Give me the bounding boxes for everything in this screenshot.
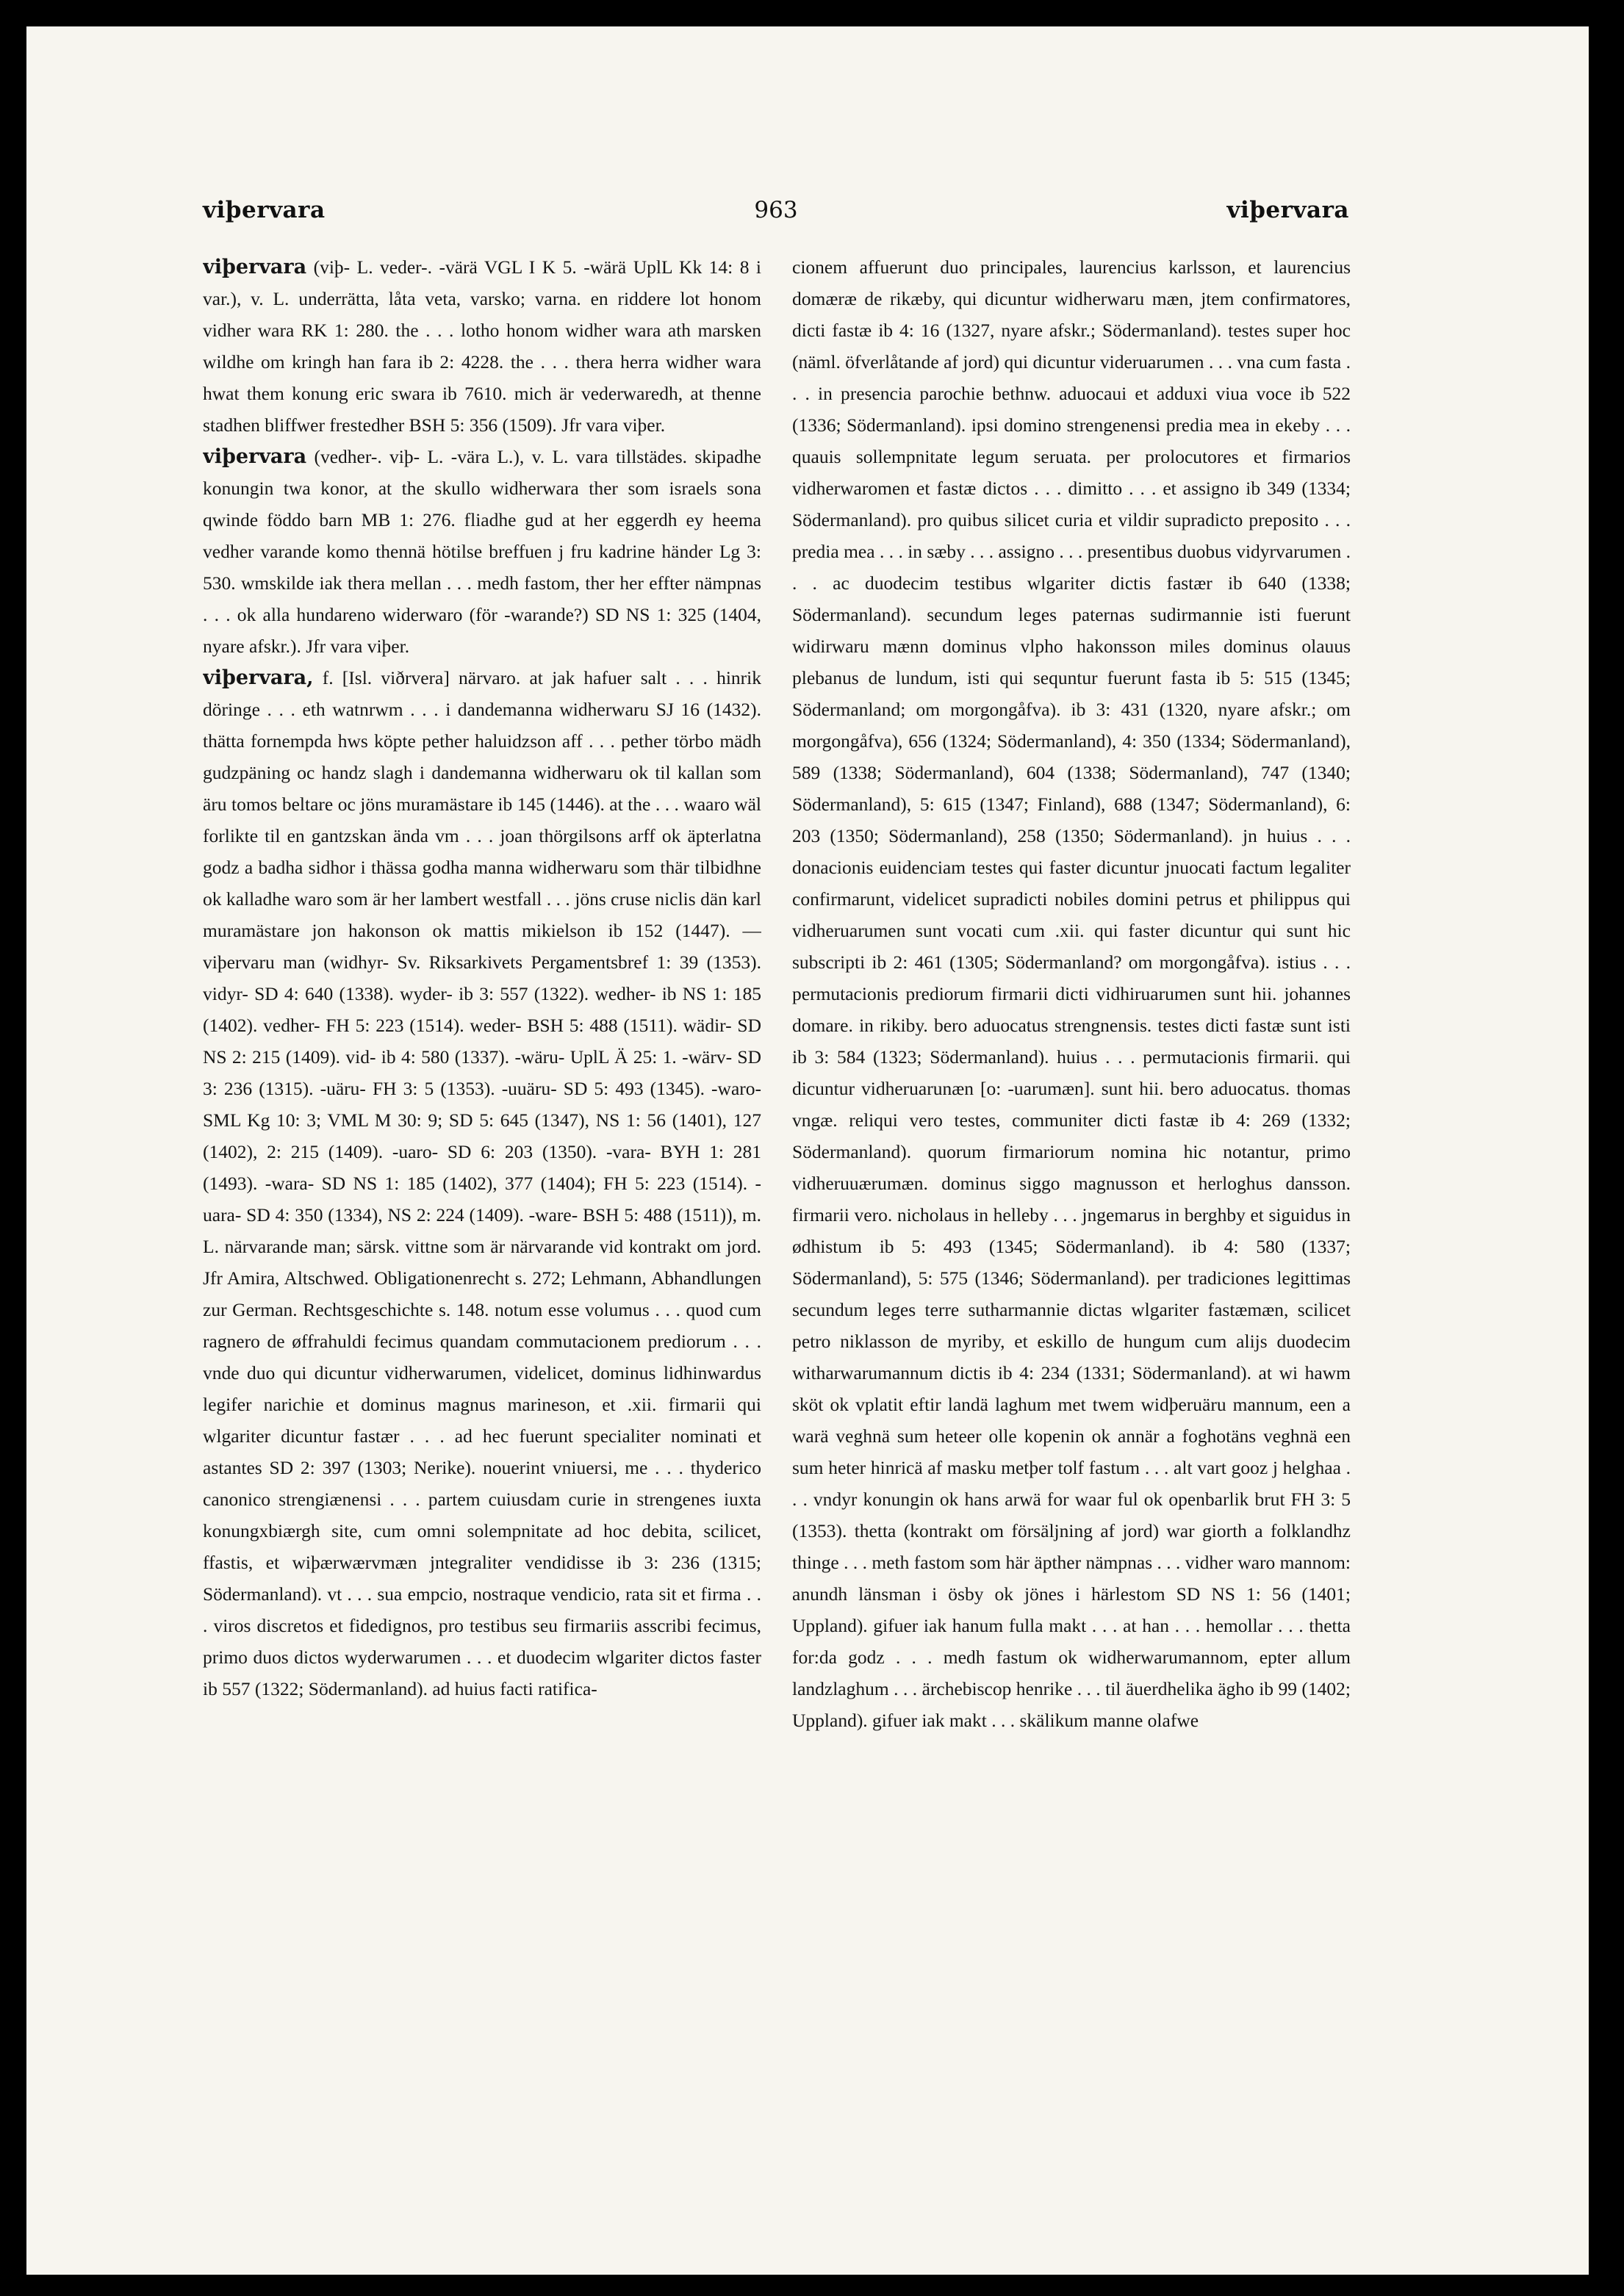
page-header xyxy=(203,197,1349,234)
header-guide-word-left: viþervara xyxy=(203,197,326,223)
entry-text: (vedher-. viþ- L. -vära L.), v. L. vara tillstädes. skipadhe konungin twa konor, at the skullo widherwara ther som israels sona qwinde föddo barn MB 1: 276. fliadhe gud at her eggerdh ey heema vedher varande komo thennä hötilse breffuen j fru kadrine händer Lg 3: 530. wmskilde iak thera mellan . . . medh fastom, ther her effter nämpnas . . . ok alla hundareno widerwaro (för -warande?) SD NS 1: 325 (1404, nyare afskr.). Jfr vara viþer. xyxy=(203,446,761,657)
dictionary-entry xyxy=(203,441,761,662)
left-column xyxy=(203,251,761,2103)
dictionary-entry xyxy=(203,662,761,1705)
dictionary-page xyxy=(26,26,1589,2275)
entry-headword: viþervara, xyxy=(203,666,314,689)
entry-headword: viþervara xyxy=(203,256,307,278)
entry-continuation: cionem affuerunt duo principales, laurencius karlsson, et laurencius domæræ de rikæby, qui dicuntur widherwaru mæn, jtem confirmatores, dicti fastæ ib 4: 16 (1327, nyare afskr.; Södermanland). testes super hoc (näml. öfverlåtande af jord) qui dicuntur videruarumen . . . vna cum fasta . . . in presencia parochie bethnw. aduocaui et adduxi viua voce ib 522 (1336; Södermanland). ipsi domino strengenensi predia mea in ekeby . . . quauis sollempnitate legum seruata. per prolocutores et firmarios vidherwaromen et fastæ dictos . . . dimitto . . . et assigno ib 349 (1334; Södermanland). pro quibus silicet curia et vildir supradicto preposito . . . predia mea . . . in sæby . . . assigno . . . presentibus duobus vidyrvarumen . . . ac duodecim testibus wlgariter dictis fastær ib 640 (1338; Södermanland). secundum leges paternas sudirmannie isti fuerunt widirwaru mænn dominus vlpho hakonsson miles dominus olauus plebanus de lundum, isti qui sequntur fuerunt fasta ib 5: 515 (1345; Södermanland; om morgongåfva). ib 3: 431 (1320, nyare afskr.; om morgongåfva), 656 (1324; Södermanland), 4: 350 (1334; Södermanland), 589 (1338; Södermanland), 604 (1338; Södermanland), 747 (1340; Södermanland), 5: 615 (1347; Finland), 688 (1347; Södermanland), 6: 203 (1350; Södermanland), 258 (1350; Södermanland). jn huius . . . donacionis euidenciam testes qui faster dicuntur jnuocati factum legaliter confirmarunt, videlicet supradicti nobiles domini petrus et philippus qui vidheruarumen sunt vocati cum .xii. qui faster dicuntur qui sunt hic subscripti ib 2: 461 (1305; Södermanland? om morgongåfva). istius . . . permutacionis prediorum firmarii dicti vidhiruarumen sunt hii. johannes domare. in rikiby. bero aduocatus strengnensis. testes dicti fastæ sunt isti ib 3: 584 (1323; Södermanland). huius . . . permutacionis firmarii. qui dicuntur vidheruarunæn [o: -uarumæn]. sunt hii. bero aduocatus. thomas vngæ. reliqui vero testes, communiter dicti fastæ ib 4: 269 (1332; Södermanland). quorum firmariorum nomina hic notantur, primo vidheruuærumæn. dominus siggo magnusson et herloghus dansson. firmarii vero. nicholaus in helleby . . . jngemarus in berghby et siguidus in ødhistum ib 5: 493 (1345; Södermanland). ib 4: 580 (1337; Södermanland), 5: 575 (1346; Södermanland). per tradiciones legittimas secundum leges terre sutharmannie dictas wlgariter fastæmæn, scilicet petro niklasson de myriby, et eskillo de hungum cum alijs duodecim witharwarumannum dictis ib 4: 234 (1331; Södermanland). at wi hawm sköt ok vplatit eftir landä laghum met twem widþeruäru mannum, een a warä veghnä sum heteer olle kopenin ok annär a foghotäns veghnä een sum heter hinricä af masku metþer tolf fastum . . . alt vart gooz j helghaa . . . vndyr konungin ok hans arwä for waar ful ok openbarlik brut FH 3: 5 (1353). thetta (kontrakt om försäljning af jord) war giorth a folklandhz thinge . . . meth fastom som här äpther nämpnas . . . vidher waro mannom: anundh länsman i ösby ok jönes i härlestom SD NS 1: 56 (1401; Uppland). gifuer iak hanum fulla makt . . . at han . . . hemollar . . . thetta for:da godz . . . medh fastum ok widherwarumannom, epter allum landzlaghum . . . ärchebiscop henrike . . . til äuerdhelika ägho ib 99 (1402; Uppland). gifuer iak makt . . . skälikum manne olafwe xyxy=(792,256,1351,1731)
header-guide-word-right: viþervara xyxy=(1226,197,1349,223)
entry-text: (viþ- L. veder-. -värä VGL I K 5. -wärä UplL Kk 14: 8 i var.), v. L. underrätta, låta veta, varsko; varna. en riddere lot honom vidher wara RK 1: 280. the . . . lotho honom widher wara ath marsken wildhe om kringh han fara ib 2: 4228. the . . . thera herra widher wara hwat them konung eric swara ib 7610. mich är vederwaredh, at thenne stadhen bliffwer frestedher BSH 5: 356 (1509). Jfr vara viþer. xyxy=(203,256,761,436)
right-column xyxy=(792,251,1351,2103)
dictionary-entry xyxy=(203,251,761,441)
entry-headword: viþervara xyxy=(203,445,307,468)
entry-text: f. [Isl. viðrvera] närvaro. at jak hafuer salt . . . hinrik döringe . . . eth watnrwm . . . i dandemanna widherwaru SJ 16 (1432). thätta fornempda hws köpte pether haluidzson aff . . . pether törbo mädh gudzpäning oc handz slagh i dandemanna widherwaru ok til kallan som äru tomos beltare oc jöns muramästare ib 145 (1446). at the . . . waaro wäl forlikte til en gantzskan ända vm . . . joan thörgilsons arff ok äpterlatna godz a badha sidhor i thässa godha manna widherwaru som thär tilbidhne ok kalladhe waro som är her lambert westfall . . . jöns cruse niclis dän karl muramästare jon hakonson ok mattis mikielson ib 152 (1447). — viþervaru man (widhyr- Sv. Riksarkivets Pergamentsbref 1: 39 (1353). vidyr- SD 4: 640 (1338). wyder- ib 3: 557 (1322). wedher- ib NS 1: 185 (1402). vedher- FH 5: 223 (1514). weder- BSH 5: 488 (1511). wädir- SD NS 2: 215 (1409). vid- ib 4: 580 (1337). -wäru- UplL Ä 25: 1. -wärv- SD 3: 236 (1315). -uäru- FH 3: 5 (1353). -uuäru- SD 5: 493 (1345). -waro- SML Kg 10: 3; VML M 30: 9; SD 5: 645 (1347), NS 1: 56 (1401), 127 (1402), 2: 215 (1409). -uaro- SD 6: 203 (1350). -vara- BYH 1: 281 (1493). -wara- SD NS 1: 185 (1402), 377 (1404); FH 5: 223 (1514). -uara- SD 4: 350 (1334), NS 2: 224 (1409). -ware- BSH 5: 488 (1511)), m. L. närvarande man; särsk. vittne som är närvarande vid kontrakt om jord. Jfr Amira, Altschwed. Obligationenrecht s. 272; Lehmann, Abhandlungen zur German. Rechtsgeschichte s. 148. notum esse volumus . . . quod cum ragnero de øffrahuldi fecimus quandam commutacionem prediorum . . . vnde duo qui dicuntur vidherwarumen, videlicet, dominus lidhinwardus legifer narichie et dominus magnus marineson, et .xii. firmarii qui wlgariter dicuntur fastær . . . ad hec fuerunt specialiter nominati et astantes SD 2: 397 (1303; Nerike). nouerint vniuersi, me . . . thyderico canonico strengiænensi . . . partem cuiusdam curie in strengenes iuxta konungxbiærgh site, cum omni solempnitate ad hoc debita, scilicet, ffastis, et wiþærwærvmæn jntegraliter vendidisse ib 3: 236 (1315; Södermanland). vt . . . sua empcio, nostraque vendicio, rata sit et firma . . . viros discretos et fidedignos, pro testibus seu firmariis asscribi fecimus, primo duos dictos wyderwarumen . . . et duodecim wlgariter dictos faster ib 557 (1322; Södermanland). ad huius facti ratifica- xyxy=(203,667,761,1699)
page-number: 963 xyxy=(754,197,798,223)
